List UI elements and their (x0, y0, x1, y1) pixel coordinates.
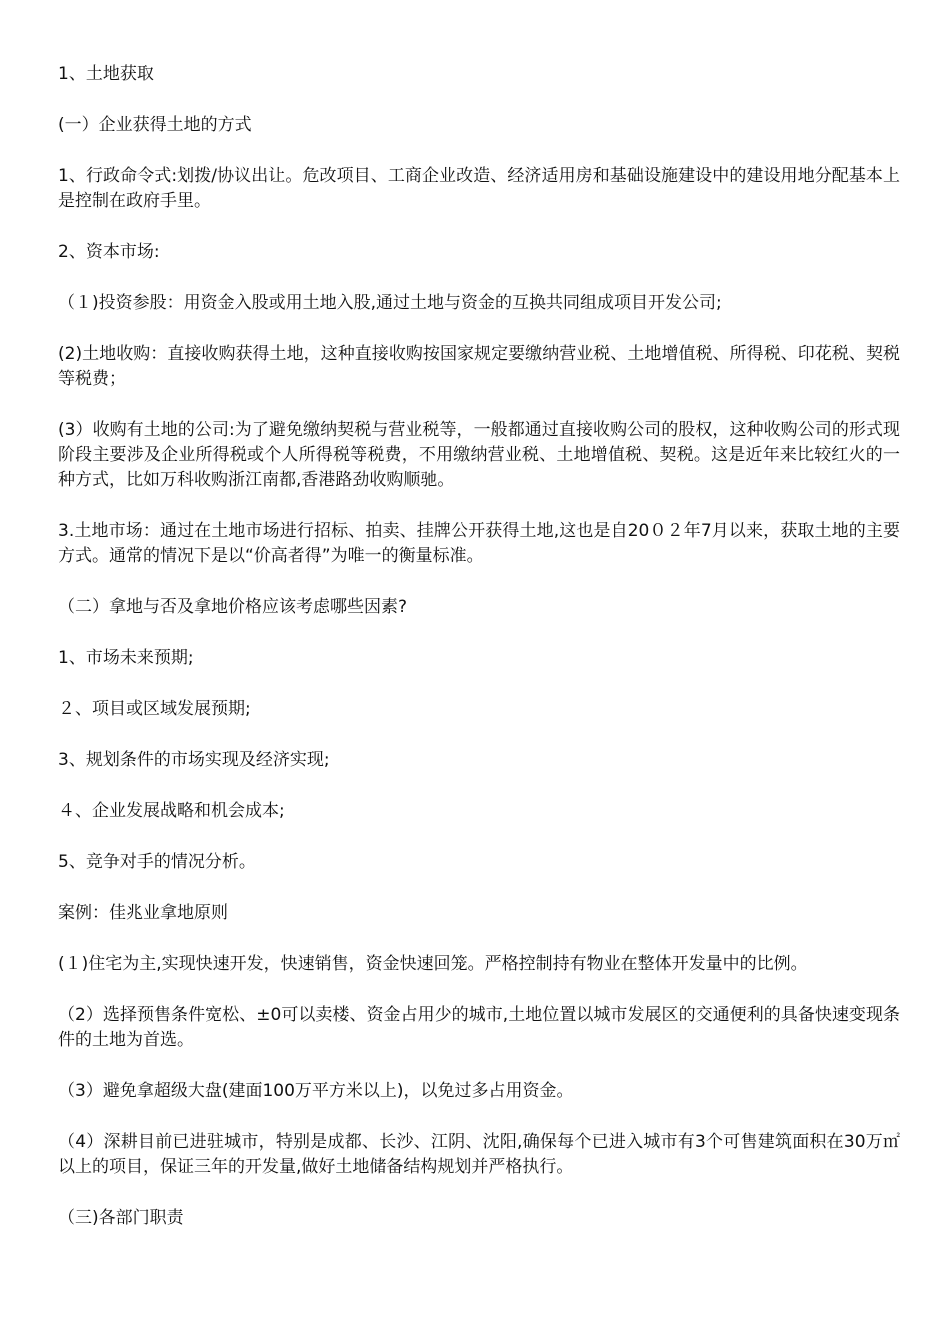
list-item: （2）选择预售条件宽松、±0可以卖楼、资金占用少的城市,土地位置以城市发展区的交通便利的具备快速变现条件的土地为首选。 (58, 1005, 900, 1050)
list-item: （4）深耕目前已进驻城市，特别是成都、长沙、江阴、沈阳,确保每个已进入城市有3个可售建筑面积在30万㎡以上的项目，保证三年的开发量,做好土地储备结构规划并严格执行。 (58, 1132, 900, 1177)
paragraph: 3.土地市场：通过在土地市场进行招标、拍卖、挂牌公开获得土地,这也是自20０２年7月以来，获取土地的主要方式。通常的情况下是以“价高者得”为唯一的衡量标准。 (58, 521, 900, 566)
list-item: (１)住宅为主,实现快速开发，快速销售，资金快速回笼。严格控制持有物业在整体开发量中的比例。 (58, 954, 808, 974)
list-item: 1、市场未来预期; (58, 648, 194, 668)
subsection-heading: (一）企业获得土地的方式 (58, 115, 252, 135)
section-heading: 1、土地获取 (58, 64, 154, 84)
list-item: （3）避免拿超级大盘(建面100万平方米以上)，以免过多占用资金。 (58, 1081, 574, 1101)
paragraph: 1、行政命令式:划拨/协议出让。危改项目、工商企业改造、经济适用房和基础设施建设中的建设用地分配基本上是控制在政府手里。 (58, 166, 900, 211)
list-item: 3、规划条件的市场实现及经济实现; (58, 750, 330, 770)
paragraph: （１)投资参股：用资金入股或用土地入股,通过土地与资金的互换共同组成项目开发公司; (58, 293, 722, 313)
list-item: ２、项目或区域发展预期; (58, 699, 251, 719)
case-heading: 案例：佳兆业拿地原则 (58, 903, 228, 923)
document-body (58, 62, 900, 1257)
paragraph: (2)土地收购：直接收购获得土地，这种直接收购按国家规定要缴纳营业税、土地增值税、所得税、印花税、契税等税费； (58, 344, 900, 389)
paragraph: (3）收购有土地的公司:为了避免缴纳契税与营业税等，一般都通过直接收购公司的股权，这种收购公司的形式现阶段主要涉及企业所得税或个人所得税等税费，不用缴纳营业税、土地增值税、契税。这是近年来比较红火的一种方式，比如万科收购浙江南都,香港路劲收购顺驰。 (58, 420, 900, 490)
list-item: 5、竞争对手的情况分析。 (58, 852, 256, 872)
subsection-heading: （三)各部门职责 (58, 1208, 184, 1228)
subsection-heading: （二）拿地与否及拿地价格应该考虑哪些因素? (58, 597, 408, 617)
paragraph: 2、资本市场: (58, 242, 160, 262)
list-item: ４、企业发展战略和机会成本; (58, 801, 285, 821)
